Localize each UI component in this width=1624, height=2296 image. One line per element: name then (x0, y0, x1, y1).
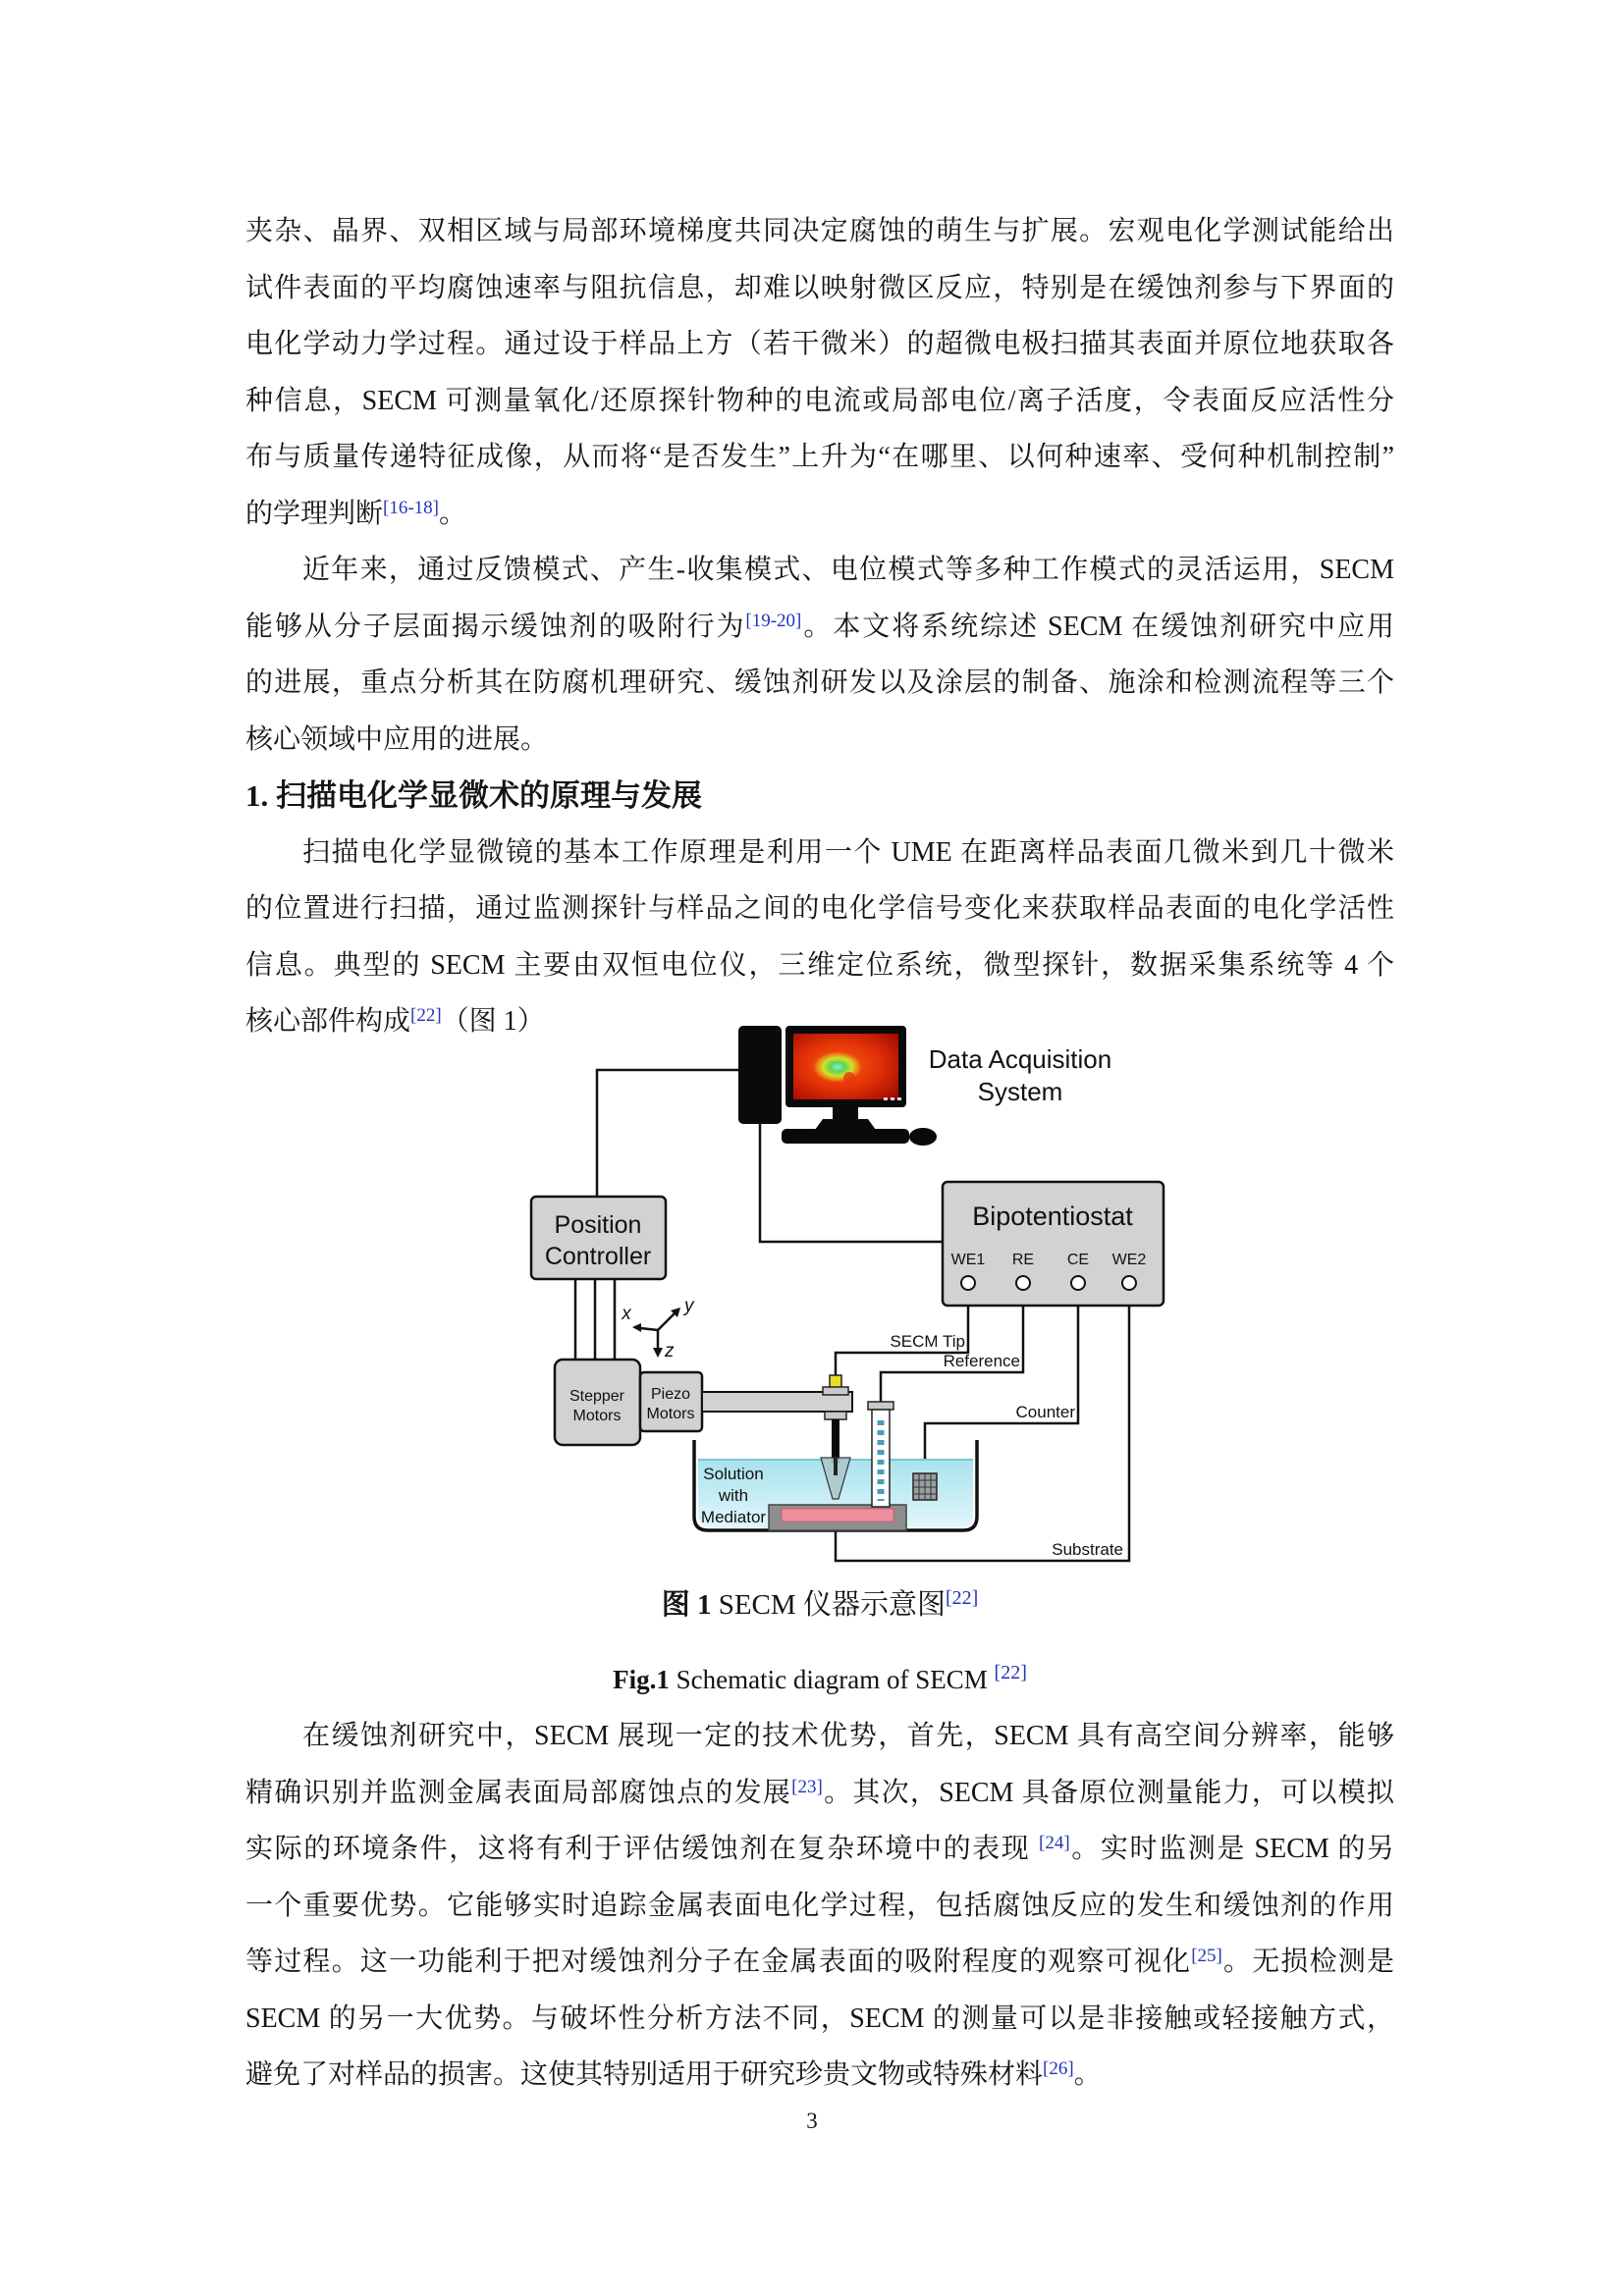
terminal-we1-label: WE1 (950, 1252, 986, 1268)
screen-dot (897, 1097, 901, 1100)
secm-tip-label: SECM Tip (890, 1332, 965, 1351)
screen-dot (891, 1097, 894, 1100)
text-line (245, 486, 1394, 543)
text-run: 图 1 (661, 1589, 712, 1621)
text-run: Fig.1 (613, 1665, 670, 1694)
text-run: 在缓蚀剂研究中，SECM 展现一定的技术优势，首先，SECM 具有高空间分辨率，能够 (302, 1721, 1394, 1751)
text-line (245, 203, 1394, 260)
text-run: 等过程。这一功能利于把对缓蚀剂分子在金属表面的吸附程度的观察可视化 (245, 1947, 1192, 1977)
reference-label: Reference (943, 1352, 1020, 1370)
text-run: 避免了对样品的损害。这使其特别适用于研究珍贵文物或特殊材料 (245, 2059, 1044, 2090)
text-run: 试件表面的平均腐蚀速率与阻抗信息，却难以映射微区反应，特别是在缓蚀剂参与下界面的 (245, 272, 1394, 303)
body-text-bottom (245, 1708, 1394, 2104)
monitor-base (815, 1119, 876, 1130)
paragraph-1 (245, 203, 1394, 542)
text-run: 。 (439, 498, 467, 529)
counter-electrode (913, 1473, 937, 1500)
text-run: 实际的环境条件，这将有利于评估缓蚀剂在复杂环境中的表现 (245, 1834, 1040, 1864)
monitor-neck (833, 1107, 858, 1119)
heatmap-blob (811, 1050, 864, 1084)
text-run: 核心领域中应用的进展。 (245, 723, 549, 755)
position-controller-label1: Position (554, 1211, 642, 1239)
citation-ref: [22] (994, 1662, 1027, 1683)
terminal-re-label: RE (1011, 1252, 1035, 1268)
reference-electrode (868, 1402, 893, 1507)
citation-ref: [23] (791, 1776, 823, 1797)
piezo-label1: Piezo (650, 1386, 691, 1403)
terminal-ce-port (1071, 1276, 1085, 1290)
text-run: 近年来，通过反馈模式、产生-收集模式、电位模式等多种工作模式的灵活运用，SECM (302, 555, 1394, 585)
text-run: 夹杂、晶界、双相区域与局部环境梯度共同决定腐蚀的萌生与扩展。宏观电化学测试能给出 (245, 216, 1394, 246)
tip-core (834, 1458, 838, 1475)
text-line (245, 937, 1394, 994)
mouse-icon (909, 1128, 937, 1146)
text-run: SECM 仪器示意图 (711, 1589, 946, 1621)
tip-flange-lower (825, 1412, 846, 1419)
stepper-label2: Motors (572, 1408, 622, 1424)
text-line (245, 1878, 1394, 1935)
position-controller-label2: Controller (544, 1243, 652, 1270)
terminal-re-port (1016, 1276, 1030, 1290)
paragraph-4 (245, 1708, 1394, 2104)
screen-dot (884, 1097, 888, 1100)
solution-label2: with (718, 1486, 749, 1505)
das-label-line1: Data Acquisition (928, 1044, 1112, 1074)
text-run: 扫描电化学显微镜的基本工作原理是利用一个 UME 在距离样品表面几微米到几十微米 (302, 836, 1394, 868)
terminal-we2-label: WE2 (1111, 1252, 1147, 1268)
wire-computer-to-controller (597, 1070, 738, 1197)
substrate-label: Substrate (1052, 1540, 1123, 1559)
text-line (245, 373, 1394, 430)
text-run: 。实时监测是 SECM 的另 (1069, 1834, 1394, 1864)
text-run: 的位置进行扫描，通过监测探针与样品之间的电化学信号变化来获取样品表面的电化学活性 (245, 893, 1394, 924)
text-line (245, 1991, 1394, 2048)
text-run: 布与质量传递特征成像，从而将“是否发生”上升为“在哪里、以何种速率、受何种机制控制” (245, 442, 1394, 472)
text-run: 。无损检测是 (1221, 1947, 1394, 1977)
text-run: 能够从分子层面揭示缓蚀剂的吸附行为 (245, 611, 746, 642)
text-run: Schematic diagram of SECM (669, 1665, 995, 1694)
axis-z-label: z (665, 1341, 675, 1362)
text-line (245, 712, 1394, 769)
reference-cap (868, 1402, 893, 1410)
figure-caption-cn (245, 1582, 1394, 1628)
terminal-ce-label: CE (1066, 1252, 1090, 1268)
wire-ce-counter (925, 1306, 1078, 1473)
citation-ref: [16-18] (383, 497, 439, 518)
text-line (245, 1708, 1394, 1765)
text-line (245, 655, 1394, 712)
text-run: 。其次，SECM 具备原位测量能力，可以模拟 (822, 1777, 1394, 1808)
paragraph-2 (245, 542, 1394, 768)
text-line (245, 542, 1394, 599)
citation-ref: [26] (1043, 2058, 1074, 2079)
tip-cap (830, 1375, 841, 1388)
text-run: 的学理判断 (245, 498, 384, 529)
tip-flange-upper (823, 1387, 848, 1395)
text-run: SECM 的另一大优势。与破坏性分析方法不同，SECM 的测量可以是非接触或轻接触方式， (245, 2002, 1394, 2034)
bipotentiostat-label: Bipotentiostat (972, 1201, 1133, 1231)
axis-x-label: x (622, 1304, 631, 1324)
citation-ref: [19-20] (745, 610, 802, 631)
substrate-sample (782, 1509, 893, 1522)
text-run: 。本文将系统综述 SECM 在缓蚀剂研究中应用 (801, 611, 1394, 642)
text-line (245, 1765, 1394, 1822)
computer-tower-icon (738, 1026, 782, 1124)
page-number: 3 (806, 2109, 818, 2133)
text-line (245, 881, 1394, 937)
solution-label1: Solution (703, 1465, 764, 1483)
text-line (245, 429, 1394, 486)
text-line (245, 2047, 1394, 2104)
text-line (245, 599, 1394, 656)
secm-diagram (442, 1016, 1188, 1571)
text-line (245, 825, 1394, 881)
heatmap-dimple (843, 1072, 855, 1084)
text-run: 一个重要优势。它能够实时追踪金属表面电化学过程，包括腐蚀反应的发生和缓蚀剂的作用 (245, 1890, 1394, 1921)
citation-ref: [22] (945, 1587, 979, 1609)
text-line (245, 316, 1394, 373)
piezo-label2: Motors (646, 1406, 695, 1422)
text-line (245, 1934, 1394, 1991)
text-line (245, 260, 1394, 317)
counter-label: Counter (1015, 1403, 1075, 1421)
solution-label3: Mediator (700, 1508, 767, 1526)
terminal-we1-port (961, 1276, 975, 1290)
text-run: 种信息，SECM 可测量氧化/还原探针物种的电流或局部电位/离子活度，令表面反应活性分 (245, 385, 1394, 416)
text-line (245, 1821, 1394, 1878)
terminal-we2-port (1122, 1276, 1136, 1290)
stepper-label1: Stepper (568, 1388, 625, 1405)
text-run: 的进展，重点分析其在防腐机理研究、缓蚀剂研发以及涂层的制备、施涂和检测流程等三个 (245, 667, 1394, 698)
axis-y-label: y (684, 1296, 694, 1316)
citation-ref: [25] (1191, 1946, 1222, 1966)
tip-rod (832, 1419, 839, 1464)
keyboard-icon (782, 1129, 909, 1144)
figure-1 (442, 1016, 1188, 1571)
citation-ref: [24] (1039, 1833, 1070, 1853)
figure-caption-en (245, 1657, 1394, 1702)
text-run: 核心部件构成 (245, 1006, 411, 1037)
das-label-line2: System (977, 1077, 1063, 1106)
text-run: （图 1） (441, 1006, 545, 1037)
citation-ref: [22] (410, 1005, 442, 1026)
text-run: 电化学动力学过程。通过设于样品上方（若干微米）的超微电极扫描其表面并原位地获取各 (245, 329, 1394, 359)
section-heading: 1. 扫描电化学显微术的原理与发展 (245, 778, 702, 813)
text-run: 精确识别并监测金属表面局部腐蚀点的发展 (245, 1777, 792, 1808)
text-run: 信息。典型的 SECM 主要由双恒电位仪，三维定位系统，微型探针，数据采集系统等 4 个 (245, 949, 1394, 981)
body-text-top (245, 203, 1394, 1050)
monitor-icon (785, 1026, 906, 1130)
text-run: 。 (1073, 2059, 1102, 2090)
